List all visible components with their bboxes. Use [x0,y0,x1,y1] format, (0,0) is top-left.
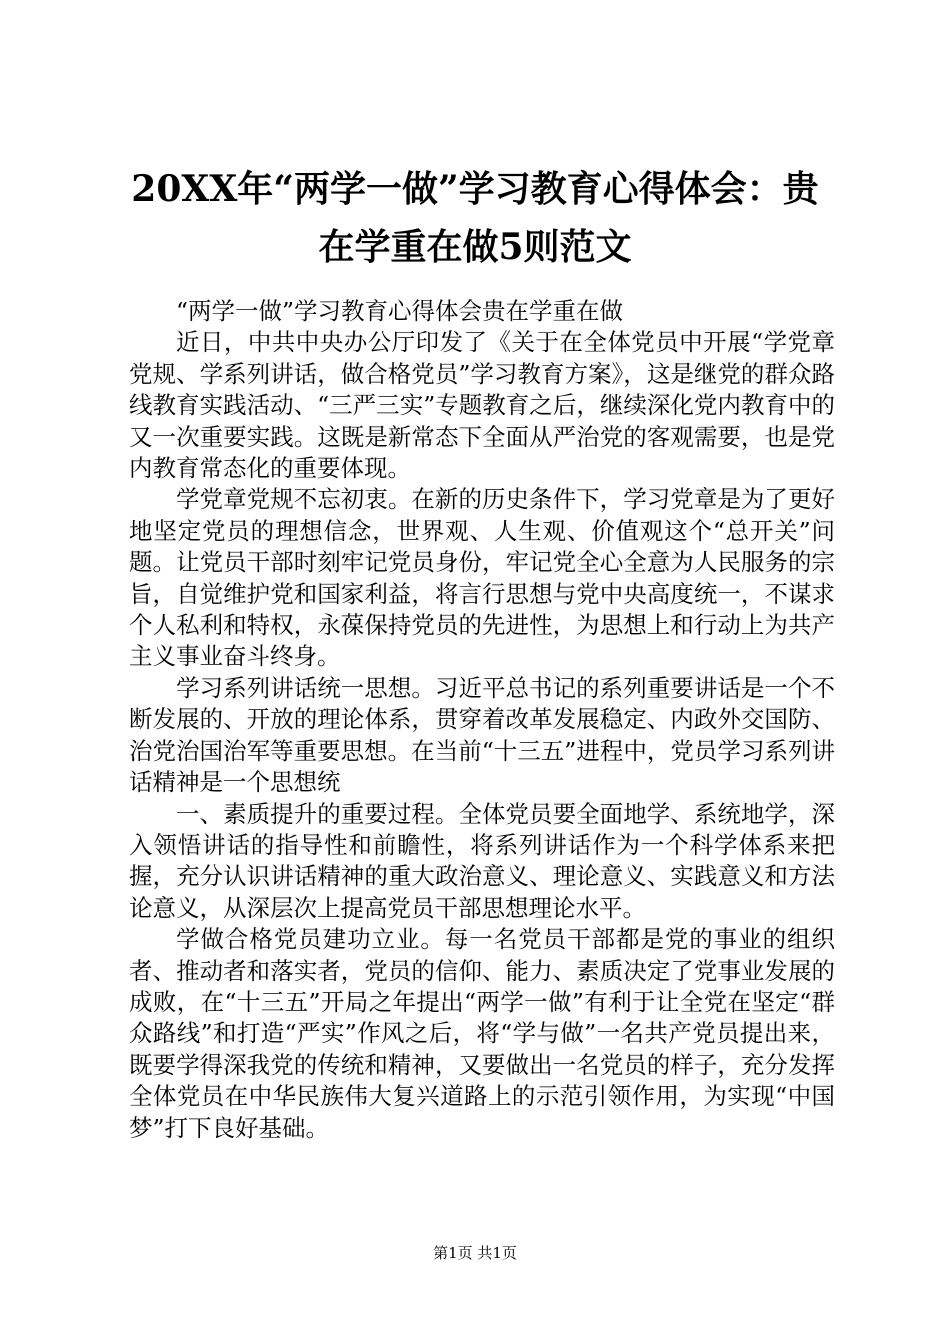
paragraph-quality: 一、素质提升的重要过程。全体党员要全面地学、系统地学，深入领悟讲话的指导性和前瞻性，将系列讲话作为一个科学体系来把握，充分认识讲话精神的重大政治意义、理论意义、实践意义和方法论意义，从深层次上提高党员干部思想理论水平。 [129,799,835,922]
paragraph-speeches: 学习系列讲话统一思想。习近平总书记的系列重要讲话是一个不断发展的、开放的理论体系，贯穿着改革发展稳定、内政外交国防、治党治国治军等重要思想。在当前“十三五”进程中，党员学习系列讲话精神是一个思想统 [129,673,835,797]
paragraph-qualified-member: 学做合格党员建功立业。每一名党员干部都是党的事业的组织者、推动者和落实者，党员的信仰、能力、素质决定了党事业发展的成败，在“十三五”开局之年提出“两学一做”有利于让全党在坚定“群众路线”和打造“严实”作风之后，将“学与做”一名共产党员提出来，既要学得深我党的传统和精神，又要做出一名党员的样子，充分发挥全体党员在中华民族伟大复兴道路上的示范引领作用，为实现“中国梦”打下良好基础。 [129,925,835,1142]
paragraph-party-constitution: 学党章党规不忘初衷。在新的历史条件下，学习党章是为了更好地坚定党员的理想信念，世界观、人生观、价值观这个“总开关”问题。让党员干部时刻牢记党员身份，牢记党全心全意为人民服务的宗旨，自觉维护党和国家利益，将言行思想与党中央高度统一，不谋求个人私利和特权，永葆保持党员的先进性，为思想上和行动上为共产主义事业奋斗终身。 [129,485,835,671]
document-title: 20XX年“两学一做”学习教育心得体会：贵在学重在做5则范文 [131,168,819,268]
document-body [129,296,835,1144]
paragraph-subtitle: “两学一做”学习教育心得体会贵在学重在做 [176,297,624,325]
paragraph-intro: 近日，中共中央办公厅印发了《关于在全体党员中开展“学党章党规、学系列讲话，做合格党员”学习教育方案》，这是继党的群众路线教育实践活动、“三严三实”专题教育之后，继续深化党内教育中的又一次重要实践。这既是新常态下全面从严治党的客观需要，也是党内教育常态化的重要体现。 [129,328,835,483]
page-number: 第1页 共1页 [433,1244,517,1262]
